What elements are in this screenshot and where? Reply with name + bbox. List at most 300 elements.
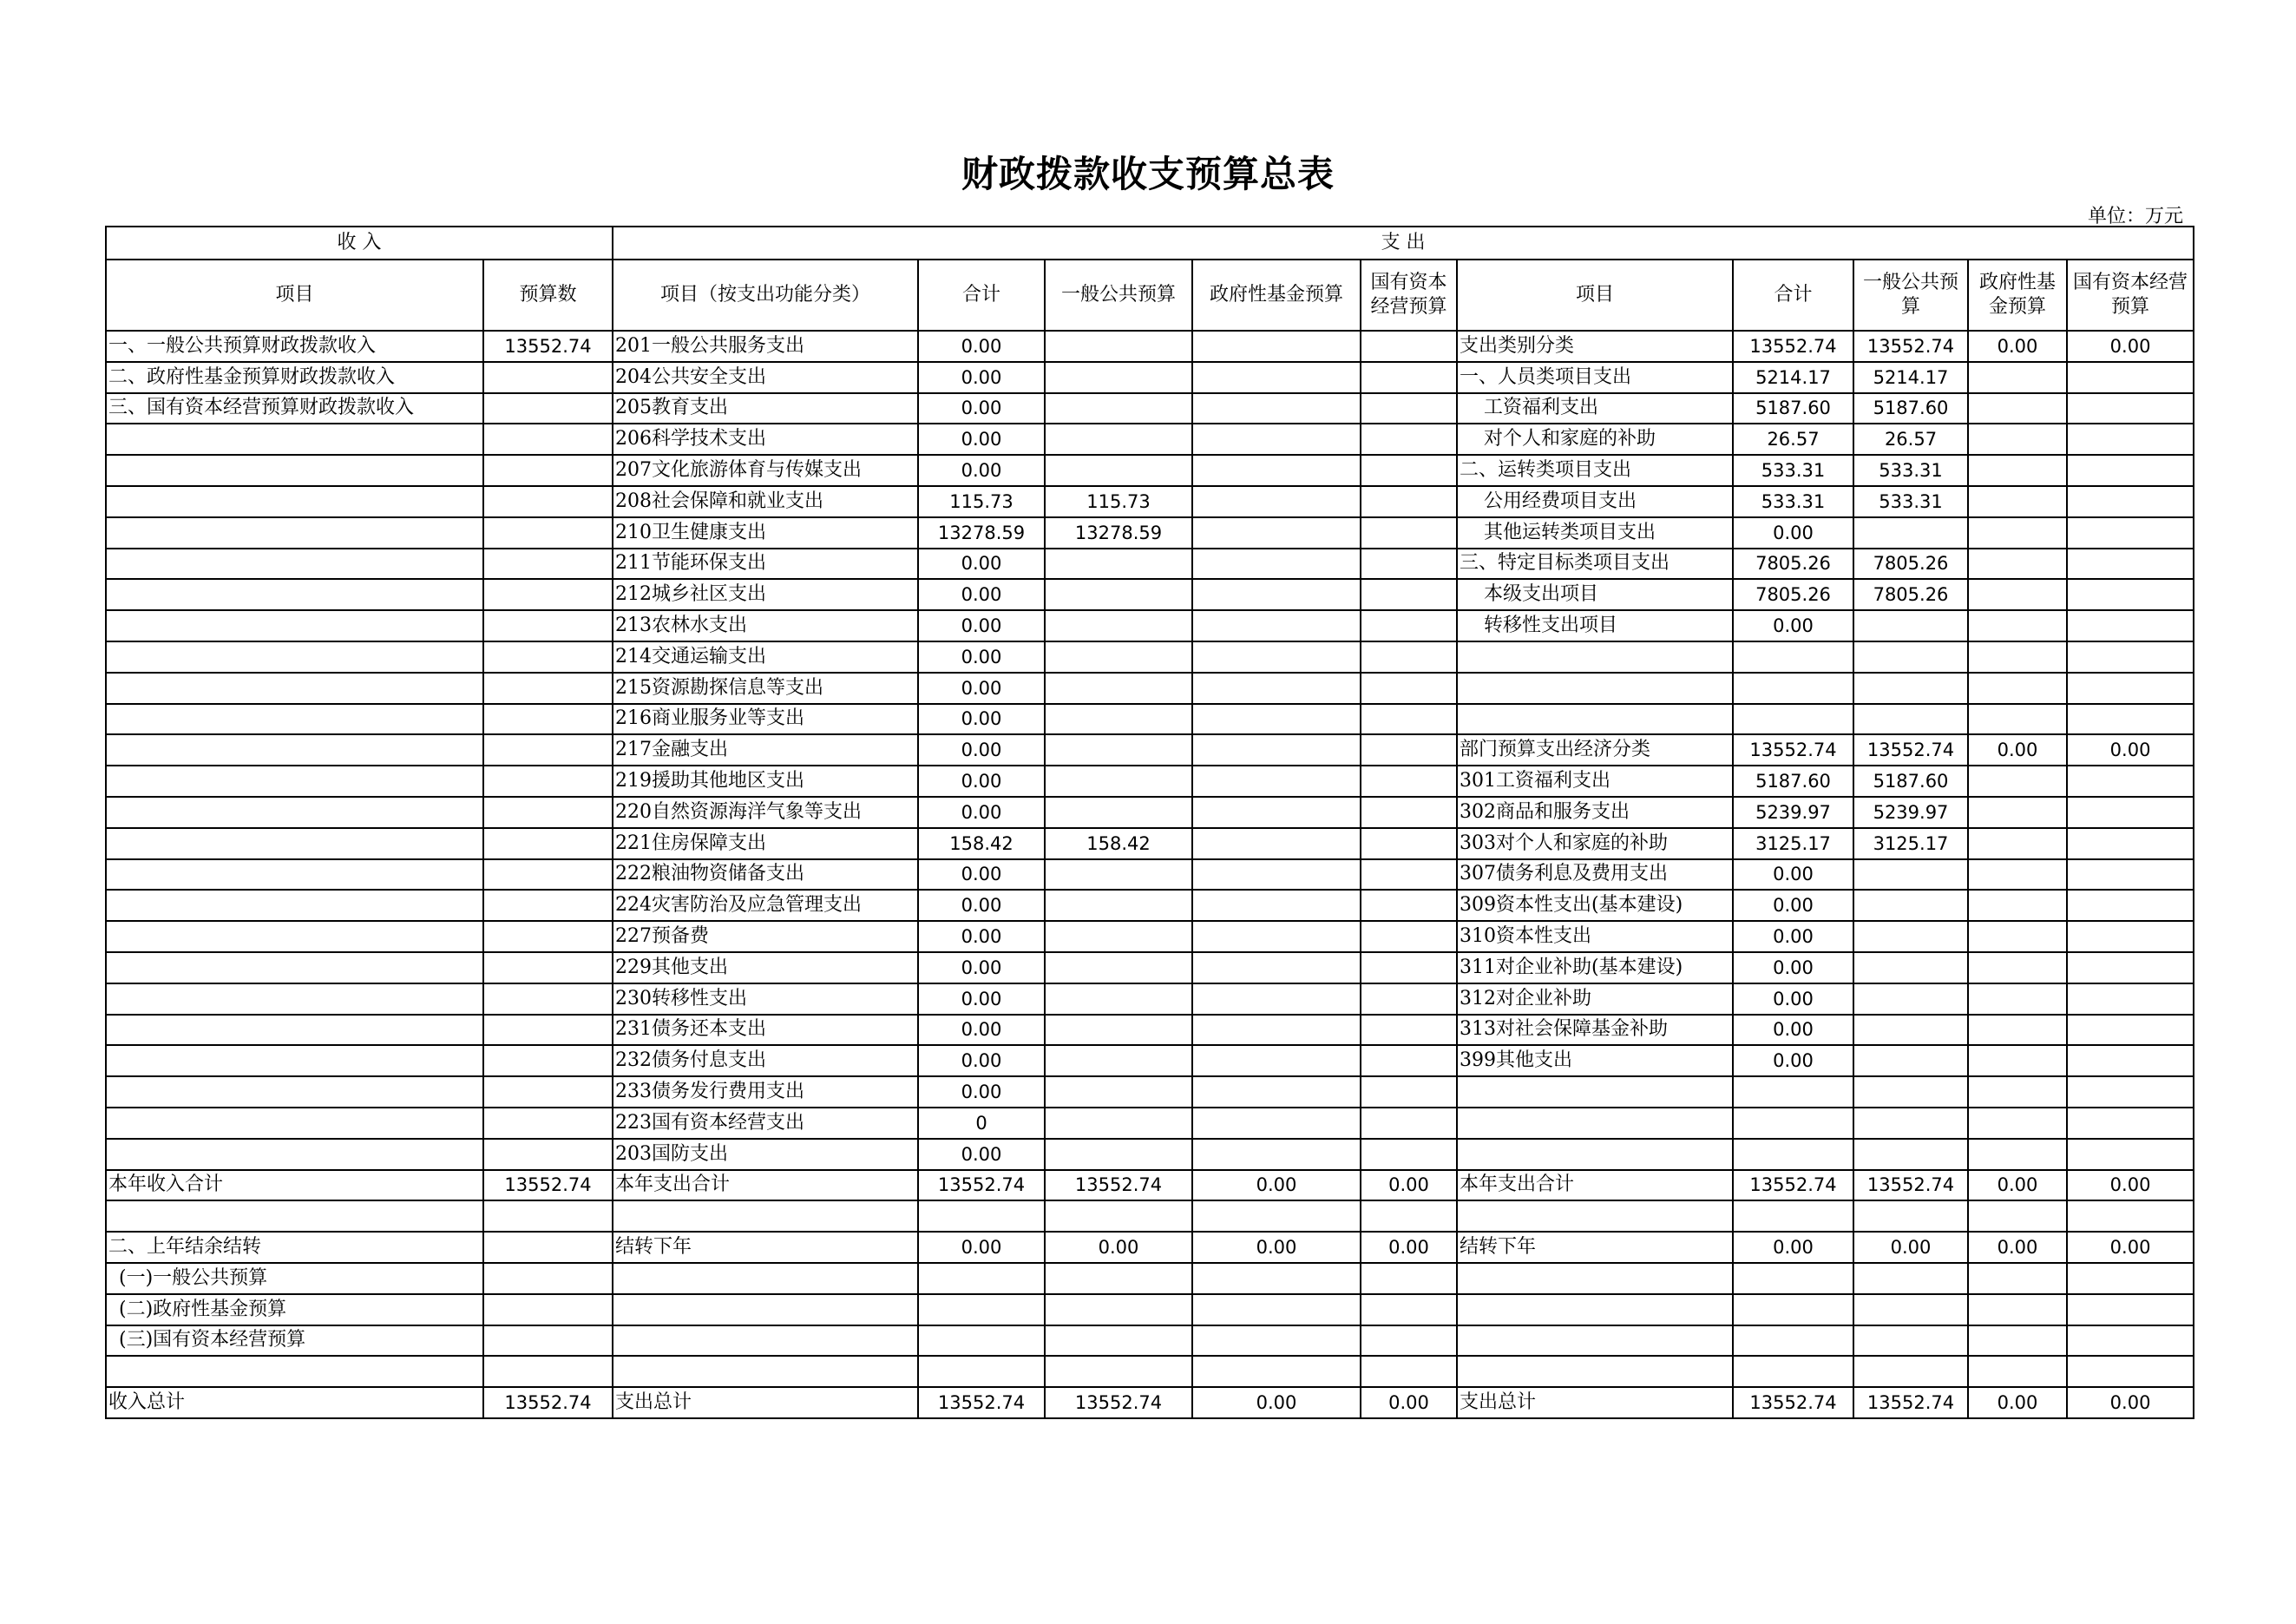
table-cell xyxy=(1192,952,1361,983)
table-cell: 222粮油物资储备支出 xyxy=(613,859,918,891)
table-cell xyxy=(483,921,613,952)
table-row xyxy=(106,1387,2194,1418)
table-cell xyxy=(1045,393,1192,424)
table-cell: 0.00 xyxy=(918,1015,1045,1046)
table-cell xyxy=(2067,704,2194,735)
table-row xyxy=(106,641,2194,673)
table-cell: 0.00 xyxy=(1733,859,1853,891)
table-cell xyxy=(483,1263,613,1294)
table-cell xyxy=(106,1045,483,1076)
table-cell: 0 xyxy=(918,1108,1045,1139)
table-cell: 0.00 xyxy=(1733,517,1853,549)
table-cell xyxy=(1045,1076,1192,1108)
table-row xyxy=(106,549,2194,580)
table-cell xyxy=(1457,641,1733,673)
table-cell xyxy=(2067,1263,2194,1294)
table-cell: 0.00 xyxy=(918,362,1045,393)
table-cell: 207文化旅游体育与传媒支出 xyxy=(613,455,918,486)
table-cell xyxy=(1733,1108,1853,1139)
table-cell xyxy=(106,952,483,983)
table-cell xyxy=(483,952,613,983)
group-header-row xyxy=(106,227,2194,260)
table-cell xyxy=(1045,1045,1192,1076)
table-cell xyxy=(106,424,483,455)
table-cell xyxy=(1361,486,1457,517)
table-cell: 26.57 xyxy=(1733,424,1853,455)
table-cell xyxy=(1968,1045,2067,1076)
table-cell xyxy=(483,797,613,828)
table-cell: 13552.74 xyxy=(483,331,613,362)
table-cell: 211节能环保支出 xyxy=(613,549,918,580)
page-title: 财政拨款收支预算总表 xyxy=(961,153,1335,195)
table-cell: 13552.74 xyxy=(1853,1387,1968,1418)
table-cell xyxy=(1045,1015,1192,1046)
table-cell xyxy=(1733,673,1853,704)
table-cell xyxy=(1968,610,2067,641)
table-cell: 158.42 xyxy=(918,828,1045,859)
table-cell xyxy=(1045,734,1192,766)
table-row xyxy=(106,1263,2194,1294)
table-cell: 312对企业补助 xyxy=(1457,983,1733,1015)
table-cell xyxy=(1361,610,1457,641)
table-cell: 二、政府性基金预算财政拨款收入 xyxy=(106,362,483,393)
table-cell: 0.00 xyxy=(918,859,1045,891)
table-cell xyxy=(1361,952,1457,983)
table-cell xyxy=(483,1356,613,1387)
table-cell xyxy=(1045,610,1192,641)
table-cell xyxy=(483,424,613,455)
table-cell: 5187.60 xyxy=(1853,393,1968,424)
table-cell xyxy=(1192,890,1361,921)
table-cell: 533.31 xyxy=(1853,455,1968,486)
table-cell xyxy=(1361,641,1457,673)
table-cell xyxy=(1192,1076,1361,1108)
table-cell xyxy=(1192,734,1361,766)
table-cell xyxy=(106,734,483,766)
table-cell xyxy=(1192,983,1361,1015)
table-cell xyxy=(2067,1200,2194,1232)
table-cell xyxy=(1361,983,1457,1015)
table-cell xyxy=(2067,1076,2194,1108)
table-cell xyxy=(1968,859,2067,891)
table-cell xyxy=(1968,1294,2067,1325)
table-cell: 0.00 xyxy=(918,797,1045,828)
table-cell xyxy=(1045,704,1192,735)
table-cell: 支出总计 xyxy=(1457,1387,1733,1418)
table-cell xyxy=(1457,673,1733,704)
table-cell: 303对个人和家庭的补助 xyxy=(1457,828,1733,859)
table-cell xyxy=(106,1108,483,1139)
table-cell xyxy=(1733,1294,1853,1325)
table-cell xyxy=(2067,424,2194,455)
table-cell xyxy=(483,734,613,766)
table-cell xyxy=(1733,641,1853,673)
table-row xyxy=(106,859,2194,891)
table-cell xyxy=(2067,1108,2194,1139)
table-cell: 支出类别分类 xyxy=(1457,331,1733,362)
table-cell xyxy=(1853,641,1968,673)
table-cell xyxy=(918,1356,1045,1387)
table-cell xyxy=(1045,579,1192,610)
table-cell xyxy=(1853,1076,1968,1108)
table-cell xyxy=(1361,1139,1457,1170)
table-cell xyxy=(1361,890,1457,921)
table-cell: 0.00 xyxy=(2067,1170,2194,1201)
table-cell xyxy=(483,704,613,735)
column-header: 项目（按支出功能分类） xyxy=(613,260,918,331)
table-cell xyxy=(1853,1294,1968,1325)
table-cell xyxy=(106,1200,483,1232)
table-cell xyxy=(483,766,613,797)
table-cell xyxy=(613,1325,918,1357)
table-cell xyxy=(106,1076,483,1108)
table-row xyxy=(106,704,2194,735)
table-cell: 212城乡社区支出 xyxy=(613,579,918,610)
table-cell: 0.00 xyxy=(918,983,1045,1015)
table-cell: 0.00 xyxy=(918,921,1045,952)
table-cell xyxy=(1192,455,1361,486)
table-cell xyxy=(106,797,483,828)
table-cell: 3125.17 xyxy=(1853,828,1968,859)
table-cell: 233债务发行费用支出 xyxy=(613,1076,918,1108)
table-cell xyxy=(1192,486,1361,517)
table-cell xyxy=(1853,517,1968,549)
table-cell xyxy=(1361,1015,1457,1046)
table-row xyxy=(106,517,2194,549)
table-cell xyxy=(106,549,483,580)
table-cell xyxy=(1853,921,1968,952)
table-cell xyxy=(918,1294,1045,1325)
table-cell xyxy=(1045,1294,1192,1325)
table-cell xyxy=(1192,921,1361,952)
column-header: 项目 xyxy=(1457,260,1733,331)
table-cell xyxy=(2067,517,2194,549)
table-row xyxy=(106,1356,2194,1387)
table-cell: 223国有资本经营支出 xyxy=(613,1108,918,1139)
table-cell xyxy=(2067,673,2194,704)
table-cell xyxy=(1192,1294,1361,1325)
table-cell xyxy=(1361,859,1457,891)
table-cell: 一、一般公共预算财政拨款收入 xyxy=(106,331,483,362)
table-cell: 三、国有资本经营预算财政拨款收入 xyxy=(106,393,483,424)
table-cell: 533.31 xyxy=(1733,486,1853,517)
table-cell xyxy=(1045,1263,1192,1294)
table-cell: 310资本性支出 xyxy=(1457,921,1733,952)
table-cell: 部门预算支出经济分类 xyxy=(1457,734,1733,766)
table-cell xyxy=(1853,1325,1968,1357)
table-cell xyxy=(106,890,483,921)
table-cell xyxy=(106,766,483,797)
table-cell xyxy=(1968,362,2067,393)
table-cell xyxy=(1361,1294,1457,1325)
table-cell xyxy=(1968,1015,2067,1046)
table-cell xyxy=(2067,486,2194,517)
table-cell xyxy=(2067,362,2194,393)
table-cell: (一)一般公共预算 xyxy=(106,1263,483,1294)
table-cell xyxy=(1457,1076,1733,1108)
table-cell xyxy=(2067,1356,2194,1387)
table-cell: 0.00 xyxy=(1733,610,1853,641)
table-cell xyxy=(1192,393,1361,424)
table-cell xyxy=(1733,1325,1853,1357)
table-cell xyxy=(1192,1200,1361,1232)
table-cell xyxy=(1192,859,1361,891)
table-cell: 公用经费项目支出 xyxy=(1457,486,1733,517)
table-cell xyxy=(1192,828,1361,859)
table-cell xyxy=(106,704,483,735)
table-cell: 转移性支出项目 xyxy=(1457,610,1733,641)
table-cell: 13552.74 xyxy=(1853,331,1968,362)
table-cell xyxy=(1192,1356,1361,1387)
table-cell xyxy=(1968,393,2067,424)
table-cell xyxy=(1968,549,2067,580)
table-cell: 5214.17 xyxy=(1853,362,1968,393)
table-row xyxy=(106,1200,2194,1232)
table-cell: 301工资福利支出 xyxy=(1457,766,1733,797)
table-cell xyxy=(483,983,613,1015)
table-cell: 7805.26 xyxy=(1853,579,1968,610)
table-cell xyxy=(1457,1263,1733,1294)
table-cell xyxy=(1192,517,1361,549)
column-header: 政府性基金预算 xyxy=(1968,260,2067,331)
table-cell: 13552.74 xyxy=(483,1387,613,1418)
column-header: 国有资本经营预算 xyxy=(2067,260,2194,331)
table-cell: 0.00 xyxy=(918,455,1045,486)
table-cell xyxy=(918,1263,1045,1294)
table-cell xyxy=(1457,704,1733,735)
table-cell: 0.00 xyxy=(918,1139,1045,1170)
table-cell xyxy=(1045,1325,1192,1357)
table-cell xyxy=(1457,1294,1733,1325)
table-cell xyxy=(2067,641,2194,673)
table-cell: 0.00 xyxy=(918,641,1045,673)
table-cell: 13552.74 xyxy=(1853,734,1968,766)
table-cell xyxy=(1361,828,1457,859)
table-cell xyxy=(1192,549,1361,580)
table-cell: 5214.17 xyxy=(1733,362,1853,393)
table-cell: 302商品和服务支出 xyxy=(1457,797,1733,828)
table-cell: 0.00 xyxy=(1733,1232,1853,1263)
table-cell xyxy=(1968,766,2067,797)
table-cell: 0.00 xyxy=(1192,1232,1361,1263)
table-cell: 217金融支出 xyxy=(613,734,918,766)
table-row xyxy=(106,1294,2194,1325)
table-cell xyxy=(1045,641,1192,673)
table-cell xyxy=(1733,1263,1853,1294)
table-cell: 7805.26 xyxy=(1733,579,1853,610)
table-cell: 206科学技术支出 xyxy=(613,424,918,455)
table-cell: 结转下年 xyxy=(1457,1232,1733,1263)
table-cell: 0.00 xyxy=(918,952,1045,983)
table-row xyxy=(106,1232,2194,1263)
table-cell xyxy=(2067,983,2194,1015)
table-cell: 结转下年 xyxy=(613,1232,918,1263)
table-cell: 203国防支出 xyxy=(613,1139,918,1170)
table-cell: 215资源勘探信息等支出 xyxy=(613,673,918,704)
table-cell xyxy=(1361,797,1457,828)
table-cell xyxy=(1968,1108,2067,1139)
table-cell xyxy=(1457,1356,1733,1387)
table-cell xyxy=(2067,828,2194,859)
table-cell xyxy=(1045,1108,1192,1139)
table-cell: 本年收入合计 xyxy=(106,1170,483,1201)
table-cell xyxy=(1361,1200,1457,1232)
table-cell xyxy=(1045,890,1192,921)
table-row xyxy=(106,1139,2194,1170)
table-cell: 13552.74 xyxy=(1733,734,1853,766)
column-header: 一般公共预算 xyxy=(1045,260,1192,331)
table-cell: 5239.97 xyxy=(1733,797,1853,828)
table-cell: 0.00 xyxy=(1733,921,1853,952)
table-cell xyxy=(1361,393,1457,424)
table-cell: 0.00 xyxy=(2067,1387,2194,1418)
table-cell: 0.00 xyxy=(1733,983,1853,1015)
table-cell xyxy=(106,983,483,1015)
table-cell xyxy=(106,859,483,891)
table-cell xyxy=(1968,641,2067,673)
table-cell xyxy=(1361,549,1457,580)
table-cell: 0.00 xyxy=(1733,952,1853,983)
table-cell xyxy=(613,1200,918,1232)
table-cell: 7805.26 xyxy=(1853,549,1968,580)
table-cell: 收入总计 xyxy=(106,1387,483,1418)
table-cell xyxy=(1457,1108,1733,1139)
table-cell xyxy=(1361,921,1457,952)
table-cell xyxy=(483,1139,613,1170)
table-cell: 201一般公共服务支出 xyxy=(613,331,918,362)
table-cell xyxy=(1045,1200,1192,1232)
table-cell: 0.00 xyxy=(918,424,1045,455)
table-cell: 219援助其他地区支出 xyxy=(613,766,918,797)
table-cell: 0.00 xyxy=(1733,1015,1853,1046)
table-cell: 0.00 xyxy=(1192,1170,1361,1201)
table-cell xyxy=(483,1294,613,1325)
table-cell xyxy=(2067,1325,2194,1357)
table-cell: 其他运转类项目支出 xyxy=(1457,517,1733,549)
table-cell xyxy=(1853,1356,1968,1387)
table-cell xyxy=(1192,704,1361,735)
table-cell xyxy=(106,828,483,859)
table-cell xyxy=(1968,1263,2067,1294)
table-cell: 311对企业补助(基本建设) xyxy=(1457,952,1733,983)
table-cell xyxy=(2067,766,2194,797)
table-cell xyxy=(1968,455,2067,486)
income-group-header: 收 入 xyxy=(106,227,613,260)
table-cell xyxy=(1361,424,1457,455)
table-cell xyxy=(483,890,613,921)
table-cell xyxy=(1361,579,1457,610)
table-row xyxy=(106,766,2194,797)
table-cell: 本级支出项目 xyxy=(1457,579,1733,610)
table-cell xyxy=(1045,673,1192,704)
table-cell xyxy=(483,486,613,517)
table-cell: 13552.74 xyxy=(1733,1387,1853,1418)
table-cell: 0.00 xyxy=(1045,1232,1192,1263)
table-cell xyxy=(1853,1015,1968,1046)
table-row xyxy=(106,362,2194,393)
table-cell: 0.00 xyxy=(2067,734,2194,766)
table-cell xyxy=(483,362,613,393)
table-cell xyxy=(1192,673,1361,704)
table-cell: 204公共安全支出 xyxy=(613,362,918,393)
table-row xyxy=(106,673,2194,704)
table-cell xyxy=(1361,734,1457,766)
table-cell: 0.00 xyxy=(918,1076,1045,1108)
table-cell: 0.00 xyxy=(918,673,1045,704)
table-cell: 533.31 xyxy=(1853,486,1968,517)
table-cell xyxy=(2067,797,2194,828)
table-cell xyxy=(483,673,613,704)
table-cell: 三、特定目标类项目支出 xyxy=(1457,549,1733,580)
table-cell: 220自然资源海洋气象等支出 xyxy=(613,797,918,828)
table-cell xyxy=(1853,610,1968,641)
table-cell xyxy=(1045,1139,1192,1170)
table-cell xyxy=(1968,1325,2067,1357)
table-cell xyxy=(106,1139,483,1170)
table-cell xyxy=(1361,1356,1457,1387)
table-cell: 0.00 xyxy=(918,331,1045,362)
table-cell xyxy=(2067,890,2194,921)
table-cell xyxy=(1361,1045,1457,1076)
table-cell xyxy=(1045,455,1192,486)
table-cell xyxy=(483,1108,613,1139)
table-cell xyxy=(1045,766,1192,797)
table-cell xyxy=(1192,797,1361,828)
column-header-row xyxy=(106,260,2194,331)
column-header: 合计 xyxy=(1733,260,1853,331)
table-cell xyxy=(2067,1015,2194,1046)
table-cell xyxy=(1192,641,1361,673)
table-row xyxy=(106,486,2194,517)
table-cell xyxy=(1192,331,1361,362)
table-row xyxy=(106,797,2194,828)
table-cell xyxy=(2067,393,2194,424)
table-cell xyxy=(106,1015,483,1046)
table-cell xyxy=(1853,1108,1968,1139)
table-cell: 0.00 xyxy=(918,549,1045,580)
table-cell: 0.00 xyxy=(1968,734,2067,766)
table-cell: 232债务付息支出 xyxy=(613,1045,918,1076)
table-cell xyxy=(1361,362,1457,393)
table-cell xyxy=(1968,486,2067,517)
table-cell xyxy=(1361,1076,1457,1108)
table-cell xyxy=(1968,704,2067,735)
table-cell: 对个人和家庭的补助 xyxy=(1457,424,1733,455)
table-cell: 0.00 xyxy=(1361,1387,1457,1418)
table-cell: 5187.60 xyxy=(1733,393,1853,424)
table-cell xyxy=(483,455,613,486)
table-cell: 13552.74 xyxy=(1045,1170,1192,1201)
table-row xyxy=(106,734,2194,766)
table-row xyxy=(106,921,2194,952)
table-cell xyxy=(1733,1139,1853,1170)
table-cell: 227预备费 xyxy=(613,921,918,952)
table-cell: 0.00 xyxy=(1968,1170,2067,1201)
table-cell xyxy=(1361,1108,1457,1139)
table-row xyxy=(106,1076,2194,1108)
table-cell: 213农林水支出 xyxy=(613,610,918,641)
table-cell: 533.31 xyxy=(1733,455,1853,486)
table-cell xyxy=(1853,983,1968,1015)
table-cell xyxy=(483,610,613,641)
table-cell: 307债务利息及费用支出 xyxy=(1457,859,1733,891)
table-cell: 0.00 xyxy=(1968,1387,2067,1418)
table-row xyxy=(106,1170,2194,1201)
table-cell xyxy=(1192,362,1361,393)
table-cell xyxy=(1045,921,1192,952)
table-cell xyxy=(613,1356,918,1387)
table-cell xyxy=(1968,1139,2067,1170)
